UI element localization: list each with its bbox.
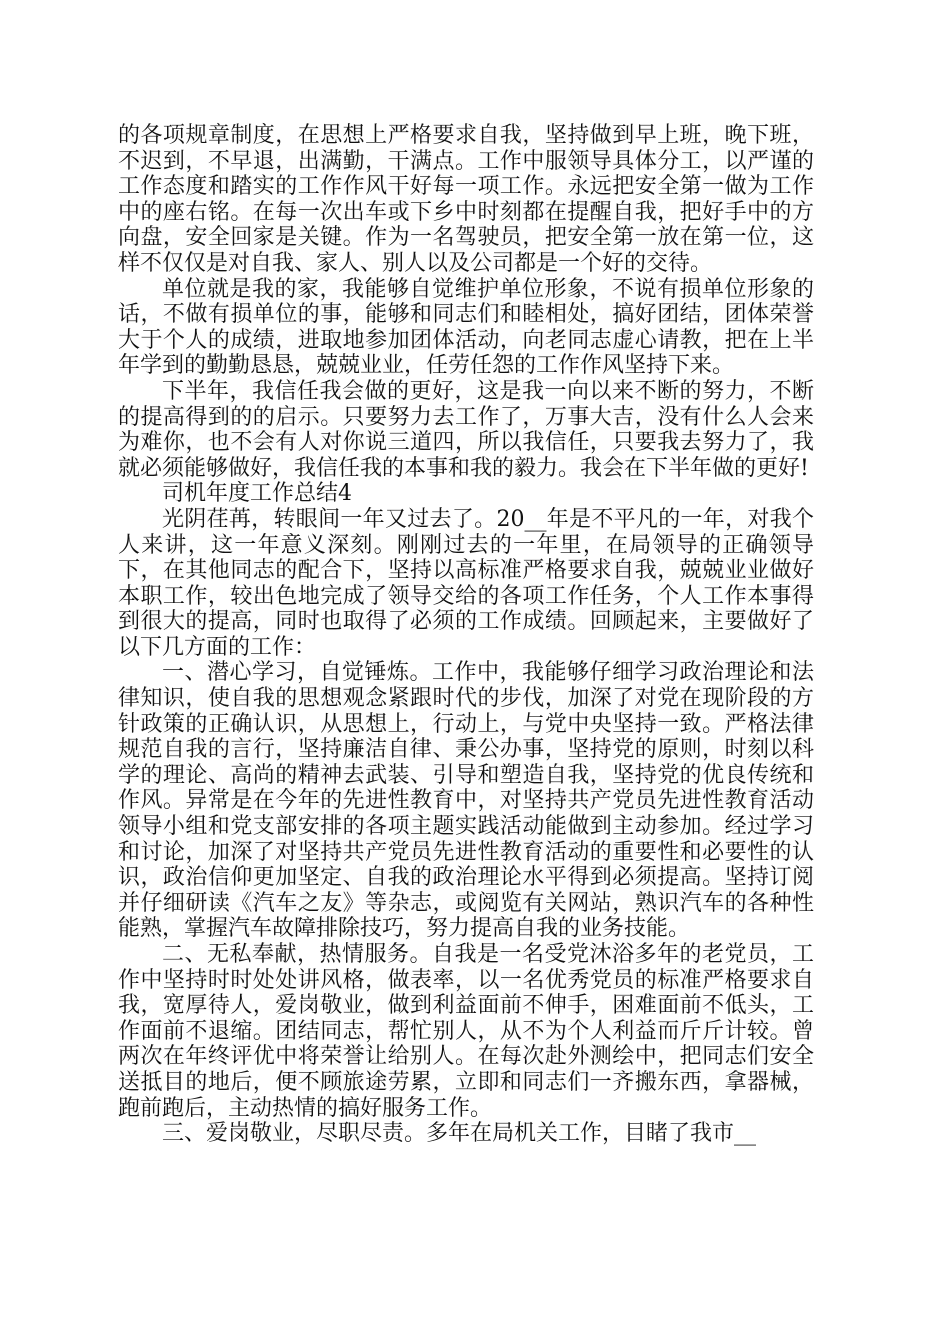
paragraph-unit-home: 单位就是我的家，我能够自觉维护单位形象，不说有损单位形象的话，不做有损单位的事，能够和同志们和睦相处，搞好团结，团体荣誉大于个人的成绩，进取地参加团体活动，向老同志虚心请教，把在上半年学到的勤勤恳恳，兢兢业业，任劳任怨的工作作风坚持下来。 [118, 276, 814, 379]
section-title: 司机年度工作总结4 [162, 481, 352, 507]
paragraph-second-half: 下半年，我信任我会做的更好，这是我一向以来不断的努力，不断的提高得到的的启示。只要努力去工作了，万事大吉，没有什么人会来为难你，也不会有人对你说三道四，所以我信任，只要我去努力了，我就必须能够做好，我信任我的本事和我的毅力。我会在下半年做的更好! [118, 378, 814, 481]
paragraph-point-1: 一、潜心学习，自觉锤炼。工作中，我能够仔细学习政治理论和法律知识，使自我的思想观念紧跟时代的步伐，加深了对党在现阶段的方针政策的正确认识，从思想上，行动上，与党中央坚持一致。严格法律规范自我的言行，坚持廉洁自律、秉公办事，坚持党的原则，时刻以科学的理论、高尚的精神去武装、引导和塑造自我，坚持党的优良传统和作风。异常是在今年的先进性教育中，对坚持共产党员先进性教育活动领导小组和党支部安排的各项主题实践活动能做到主动参加。经过学习和讨论，加深了对坚持共产党员先进性教育活动的重要性和必要性的认识，政治信仰更加坚定、自我的政治理论水平得到必须提高。坚持订阅并仔细研读《汽车之友》等杂志，或阅览有关网站，熟识汽车的各种性能熟，掌握汽车故障排除技巧，努力提高自我的业务技能。 [118, 660, 814, 942]
document-body [118, 123, 814, 1147]
paragraph-intro: 光阴荏苒，转眼间一年又过去了。20__年是不平凡的一年，对我个人来讲，这一年意义深刻。刚刚过去的一年里，在局领导的正确领导下，在其他同志的配合下，坚持以高标准严格要求自我，兢兢业业做好本职工作，较出色地完成了领导交给的各项工作任务，个人工作本事得到很大的提高，同时也取得了必须的工作成绩。回顾起来，主要做好了以下几方面的工作： [118, 506, 814, 660]
paragraph-point-2: 二、无私奉献，热情服务。自我是一名受党沐浴多年的老党员，工作中坚持时时处处讲风格，做表率，以一名优秀党员的标准严格要求自我，宽厚待人，爱岗敬业，做到利益面前不伸手，困难面前不低头，工作面前不退缩。团结同志，帮忙别人，从不为个人利益而斤斤计较。曾两次在年终评优中将荣誉让给别人。在每次赴外测绘中，把同志们安全送抵目的地后，便不顾旅途劳累，立即和同志们一齐搬东西，拿器械，跑前跑后，主动热情的搞好服务工作。 [118, 942, 814, 1121]
paragraph-continuation: 的各项规章制度，在思想上严格要求自我，坚持做到早上班，晚下班，不迟到，不早退，出满勤，干满点。工作中服领导具体分工，以严谨的工作态度和踏实的工作作风干好每一项工作。永远把安全第一做为工作中的座右铭。在每一次出车或下乡中时刻都在提醒自我，把好手中的方向盘，安全回家是关键。作为一名驾驶员，把安全第一放在第一位，这样不仅仅是对自我、家人、别人以及公司都是一个好的交待。 [118, 123, 814, 276]
paragraph-point-3: 三、爱岗敬业，尽职尽责。多年在局机关工作，目睹了我市__ [162, 1121, 757, 1147]
